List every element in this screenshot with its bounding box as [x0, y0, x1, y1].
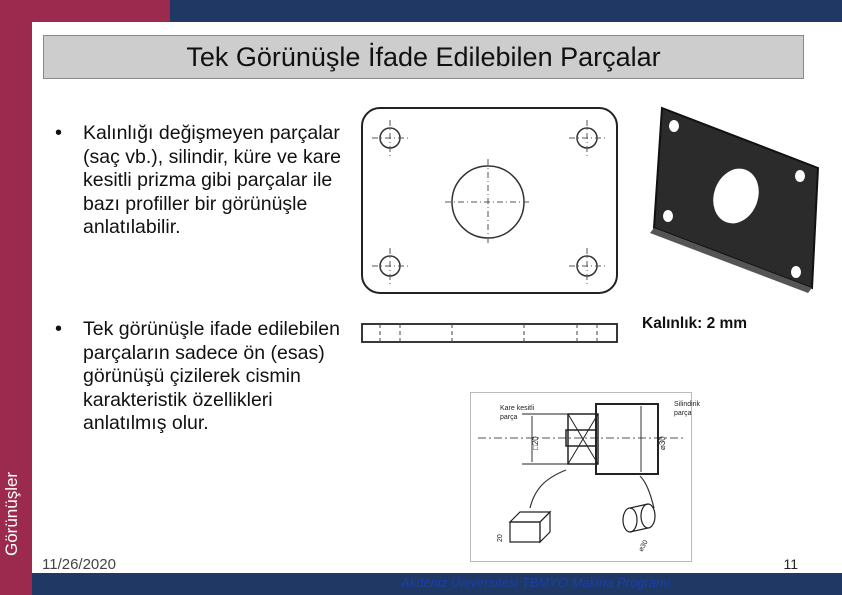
- slide-title: Tek Görünüşle İfade Edilebilen Parçalar: [186, 41, 661, 72]
- square-section-label-1: Kare kesitli: [500, 405, 535, 412]
- cylinder-label-1: Silindirik: [674, 401, 701, 408]
- dim-cylinder-small-label: ⌀30: [637, 539, 650, 553]
- dim-box-small-label: 20: [497, 534, 504, 542]
- thickness-label: Kalınlık: 2 mm: [642, 315, 748, 332]
- shaft-technical-drawing: [470, 392, 701, 562]
- plate-3d-illustration: [640, 96, 830, 296]
- bullet-text-1: Kalınlığı değişmeyen parçalar (saç vb.), silindir, küre ve kare kesitli prizma gibi parçalar ile bazı profiller bir görünüşle anlatılabilir.: [83, 122, 341, 238]
- bullet-marker-2: •: [55, 318, 63, 340]
- dim-square-label: □20: [531, 436, 540, 450]
- square-section-label-2: parça: [500, 414, 518, 421]
- plate-technical-drawing: [350, 98, 630, 350]
- footer-text: Akdeniz Üniversitesi TBMYO Makina Programı: [401, 575, 671, 590]
- bullet-marker-1: •: [55, 122, 63, 144]
- slide-date: 11/26/2020: [42, 556, 116, 573]
- cylinder-label-2: parça: [674, 410, 692, 417]
- side-section-label: Görünüşler: [2, 471, 21, 556]
- top-accent-band: [32, 0, 170, 22]
- slide-title-box: [43, 35, 804, 79]
- dim-cylinder-label: ⌀30: [658, 436, 667, 450]
- bullet-text-2: Tek görünüşle ifade edilebilen parçaların sadece ön (esas) görünüşü çizilerek cismin karakteristik özellikleri anlatılmış olur.: [83, 318, 340, 434]
- top-navy-band: [170, 0, 842, 22]
- slide-page-number: 11: [783, 556, 798, 572]
